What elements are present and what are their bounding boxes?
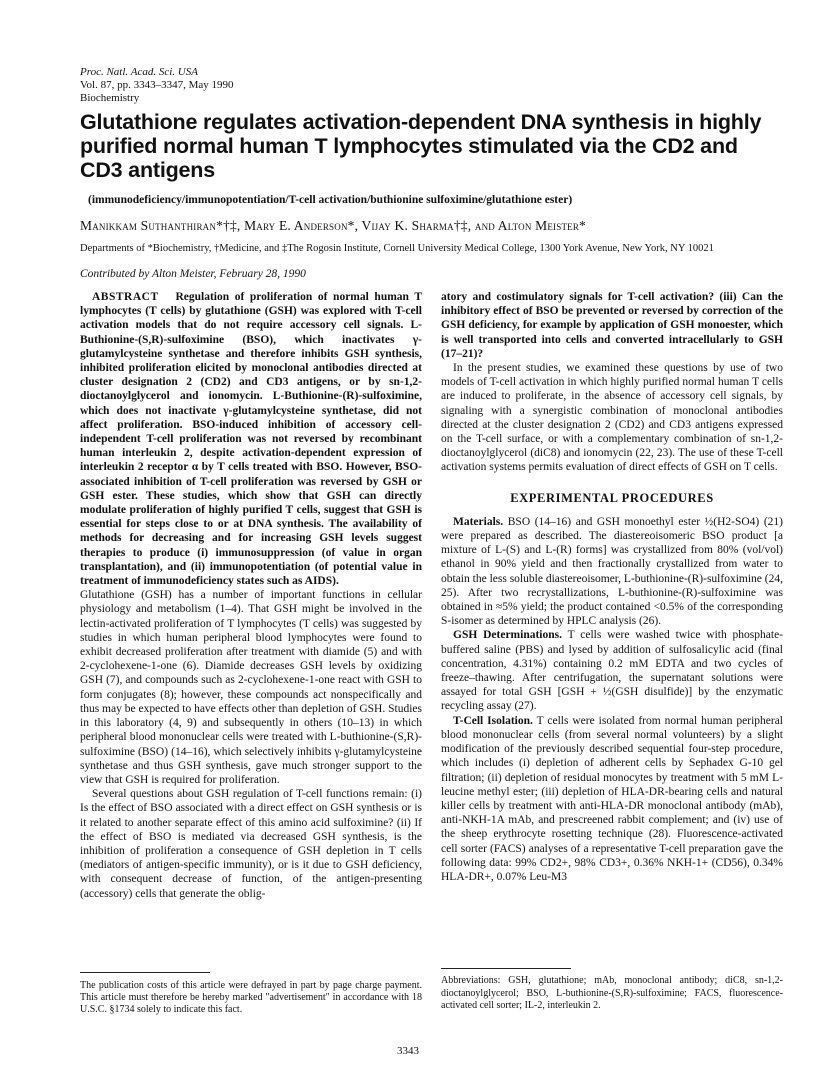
journal-volume: Vol. 87, pp. 3343–3347, May 1990 [80,79,234,91]
publication-footnote: The publication costs of this article were defrayed in part by page charge payment. This article must therefore be hereby marked "advertisement" in accordance with 18 U.S.C. §1734 solely to indicate this fact. [80,980,422,1015]
abstract [80,290,422,588]
abstract-label: ABSTRACT [92,291,159,303]
page-number: 3343 [397,1045,419,1057]
abstract-text: Regulation of proliferation of normal human T lymphocytes (T cells) by glutathione (GSH) was explored with T-cell activation models that do not require accessory cell signals. L-Buthionine-(S,R)-sulfoximine (BSO), which inactivates γ-glutamylcysteine synthetase and therefore inhibits GSH synthesis, inhibited proliferation elicited by monoclonal antibodies directed at cluster designation 2 (CD2) and CD3 antigens, or by sn-1,2-dioctanoylglycerol and ionomycin. L-Buthionine-(R)-sulfoximine, which does not inactivate γ-glutamylcysteine synthetase, did not affect proliferation. BSO-induced inhibition of accessory cell-independent T-cell proliferation was not reversed by recombinant human interleukin 2, despite activation-dependent expression of interleukin 2 receptor α by T cells treated with BSO. However, BSO-associated inhibition of T-cell proliferation was reversed by GSH or GSH ester. These studies, which show that GSH can directly modulate proliferation of highly purified T cells, suggest that GSH is essential for steps close to or at DNA synthesis. The availability of methods for decreasing and for increasing GSH levels suggest therapies to produce (i) immunosuppression (of value in organ transplantation), and (ii) immunopotentiation (of potential value in treatment of immunodeficiency states such as AIDS). [80,291,422,588]
contributed-by: Contributed by Alton Meister, February 28, 1990 [80,268,306,280]
affiliations: Departments of *Biochemistry, †Medicine, and ‡The Rogosin Institute, Cornell University Medical College, 1300 York Avenue, New York, NY 10021 [80,243,714,254]
gsh-paragraph [441,628,783,713]
author-list: Manikkam Suthanthiran*†‡, Mary E. Anderson*, Vijay K. Sharma†‡, and Alton Meister* [80,218,586,233]
gsh-text: T cells were washed twice with phosphate-buffered saline (PBS) and lysed by addition of sulfosalicylic acid (final concentration, 4.31%) containing 0.2 mM EDTA and two cycles of freeze–thawing. After centrifugation, the supernatant solutions were assayed for total GSH [GSH + ½(GSH disulfide)] by the enzymatic recycling assay (27). [441,629,784,713]
gsh-heading: GSH Determinations. [453,629,562,642]
materials-heading: Materials. [453,515,504,528]
intro-paragraph-3: In the present studies, we examined these questions by use of two models of T-cell activation in which highly purified normal human T cells are induced to proliferate, in the absence of accessory cell signals, by signaling with a synergistic combination of monoclonal antibodies directed at the cluster designation 2 (CD2) and CD3 antigens expressed on the T-cell surface, or with a complementary combination of sn-1,2-dioctanoylglycerol (diC8) and ionomycin (22, 23). The use of these T-cell activation systems permits evaluation of direct effects of GSH on T cells. [441,362,783,474]
abbreviations: Abbreviations: GSH, glutathione; mAb, monoclonal antibody; diC8, sn-1,2-dioctanoylglycerol; BSO, L-buthionine-(S,R)-sulfoximine; FACS, fluorescence-activated cell sorter; IL-2, interleukin 2. [441,975,783,1011]
tcell-heading: T-Cell Isolation. [453,714,533,727]
abstract-continued: atory and costimulatory signals for T-cell activation? (iii) Can the inhibitory effect of BSO be prevented or reversed by correction of the GSH deficiency, for example by application of GSH monoester, which is well transported into cells and converted intracellularly to GSH (17–21)? [441,291,783,360]
keywords: (immunodeficiency/immunopotentiation/T-cell activation/buthionine sulfoximine/glutathione ester) [88,194,573,206]
right-column [441,290,783,884]
intro-paragraph-2: Several questions about GSH regulation of T-cell functions remain: (i) Is the effect of BSO associated with a direct effect on GSH synthesis or is it related to another separate effect of this amino acid sulfoximine? (ii) If the effect of BSO is mediated via decreased GSH synthesis, is the inhibition of proliferation a consequence of GSH depletion in T cells (mediators of antigen-specific immunity), or is it due to GSH deficiency, with consequent decrease of function, of the antigen-presenting (accessory) cells that generate the oblig- [80,788,422,900]
intro-paragraph-1: Glutathione (GSH) has a number of important functions in cellular physiology and metabolism (1–4). That GSH might be involved in the lectin-activated proliferation of T lymphocytes (T cells) was suggested by studies in which human peripheral blood lymphocytes were found to exhibit decreased proliferation after treatment with diamide (5) and with 2-cyclohexene-1-one (6). Diamide decreases GSH levels by oxidizing GSH (7), and compounds such as 2-cyclohexene-1-one react with GSH to form conjugates (8); however, these compounds act nonspecifically and thus may be expected to have effects other than depletion of GSH. Studies in this laboratory (4, 9) and subsequently in others (10–13) in which peripheral blood mononuclear cells were treated with L-buthionine-(S,R)-sulfoximine (BSO) (14–16), which selectively inhibits γ-glutamylcysteine synthetase and thus GSH synthesis, gave much stronger support to the view that GSH is required for proliferation. [80,589,422,786]
abbreviations-divider [441,968,571,969]
section-heading: EXPERIMENTAL PROCEDURES [510,490,714,505]
tcell-text: T cells were isolated from normal human peripheral blood mononuclear cells (from several normal volunteers) by a slight modification of the previously described sequential four-step procedure, which includes (i) depletion of adherent cells by Sephadex G-10 gel filtration; (ii) depletion of residual monocytes by treatment with 5 mM L-leucine methyl ester; (iii) depletion of HLA-DR-bearing cells and natural killer cells by treatment with anti-HLA-DR monoclonal antibody (mAb), anti-NKH-1A mAb, and prescreened rabbit complement; and (iv) use of the sheep erythrocyte rosetting technique (28). Fluorescence-activated cell sorter (FACS) analyses of a representative T-cell preparation gave the following data: 99% CD2+, 98% CD3+, 0.36% NKH-1+ (CD56), 0.34% HLA-DR+, 0.07% Leu-M3 [441,714,784,883]
journal-name: Proc. Natl. Acad. Sci. USA [80,66,198,78]
journal-header [80,66,234,105]
journal-section: Biochemistry [80,92,140,104]
article-title: Glutathione regulates activation-dependent DNA synthesis in highly purified normal human T lymphocytes stimulated via the CD2 and CD3 antigens [80,110,762,182]
left-column [80,290,422,901]
materials-text: BSO (14–16) and GSH monoethyl ester ½(H2-SO4) (21) were prepared as described. The diastereoisomeric BSO product [a mixture of L-(S) and L-(R) forms] was crystallized from 80% (vol/vol) ethanol in 90% yield and then fractionally crystallized from water to obtain the less soluble diastereoisomer, L-buthionine-(R)-sulfoximine (24, 25). After two recrystallizations, L-buthionine-(R)-sulfoximine was obtained in ≈5% yield; the product contained <0.5% of the corresponding S-isomer as determined by HPLC analysis (26). [441,515,784,628]
tcell-paragraph [441,714,783,884]
footnote-divider [80,972,210,973]
materials-paragraph [441,515,783,629]
